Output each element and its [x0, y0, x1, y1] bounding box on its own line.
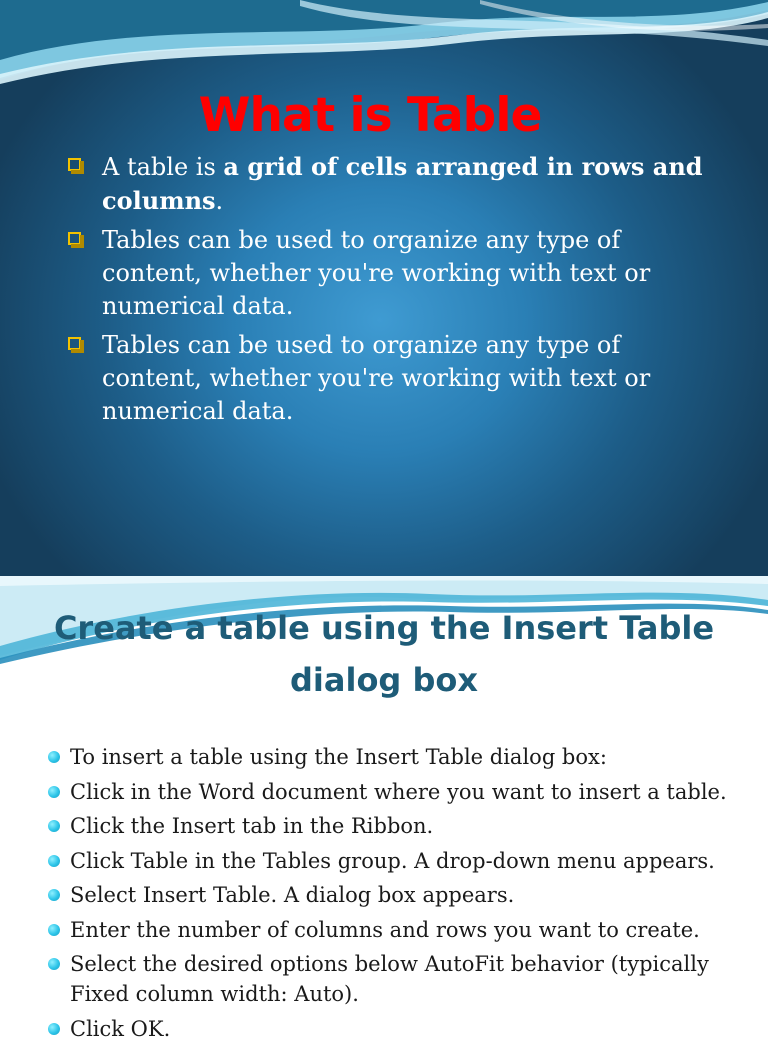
round-bullet-icon	[48, 751, 60, 763]
list-item	[46, 742, 746, 772]
list-item	[46, 811, 746, 841]
round-bullet-icon	[48, 820, 60, 832]
item-text: Click the Insert tab in the Ribbon.	[70, 814, 434, 838]
list-item	[66, 150, 726, 218]
square-bullet-icon	[68, 337, 81, 350]
list-item	[46, 777, 746, 807]
bullet-list	[46, 742, 746, 1048]
list-item	[46, 880, 746, 910]
item-bold-text: a grid of cells arranged in rows and columns	[102, 152, 703, 215]
item-text: Select Insert Table. A dialog box appears.	[70, 883, 515, 907]
square-bullet-icon	[68, 158, 81, 171]
item-text: Click OK.	[70, 1016, 171, 1041]
list-item	[66, 329, 726, 428]
item-text: Tables can be used to organize any type of content, whether you're working with text or numerical data.	[102, 331, 651, 425]
slide-title: Create a table using the Insert Table dialog box	[53, 609, 715, 699]
slide-insert-table	[0, 576, 768, 1041]
round-bullet-icon	[48, 1023, 60, 1035]
item-text: Click Table in the Tables group. A drop-down menu appears.	[70, 848, 715, 873]
item-text: Tables can be used to organize any type of content, whether you're working with text or numerical data.	[102, 226, 651, 320]
round-bullet-icon	[48, 924, 60, 936]
bullet-list	[66, 150, 726, 434]
round-bullet-icon	[48, 786, 60, 798]
list-item	[46, 915, 746, 945]
item-text: Select the desired options below AutoFit behavior (typically Fixed column width: Auto).	[70, 952, 709, 1006]
round-bullet-icon	[48, 889, 60, 901]
item-text: A table is	[102, 153, 224, 181]
round-bullet-icon	[48, 855, 60, 867]
square-bullet-icon	[68, 232, 81, 245]
round-bullet-icon	[48, 958, 60, 970]
item-text: Click in the Word document where you want to insert a table.	[70, 779, 727, 804]
list-item	[46, 846, 746, 876]
item-text: Enter the number of columns and rows you want to create.	[70, 917, 700, 942]
list-item	[46, 949, 746, 1009]
item-text: To insert a table using the Insert Table dialog box:	[70, 745, 607, 769]
list-item	[66, 224, 726, 323]
slide-title: What is Table	[198, 88, 542, 143]
list-item	[46, 1014, 746, 1044]
item-text-end: .	[215, 187, 224, 215]
